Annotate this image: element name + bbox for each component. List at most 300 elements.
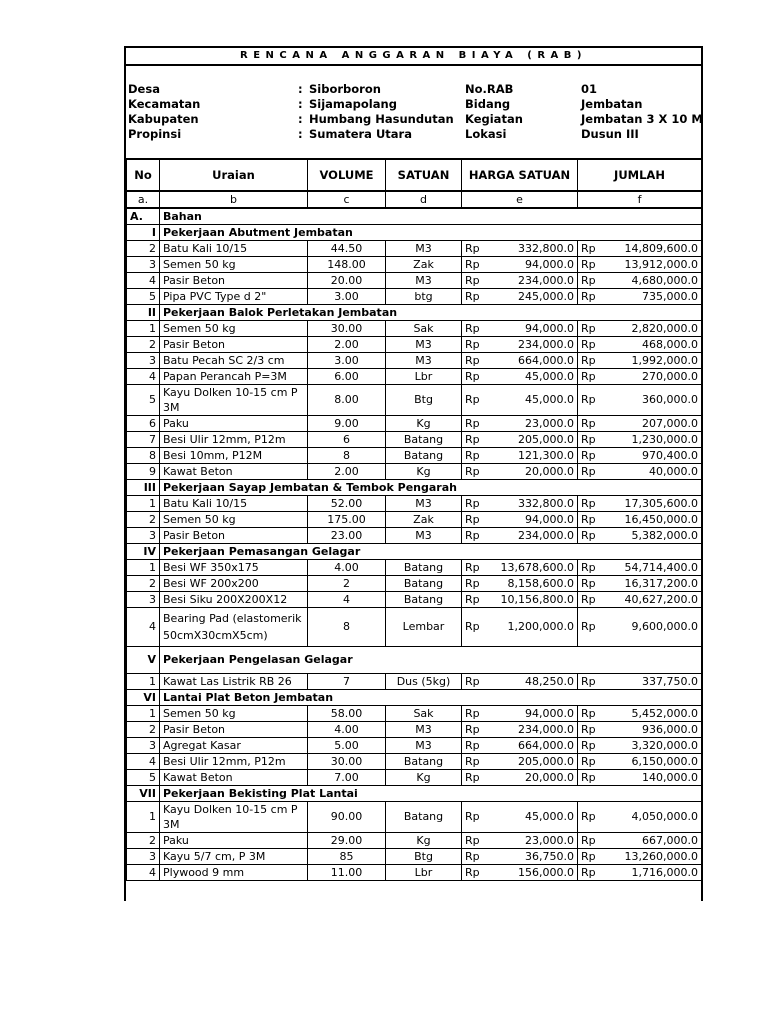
item-unit: Btg: [386, 849, 462, 865]
item-number: 1: [127, 706, 160, 722]
section-title: Pekerjaan Pengelasan Gelagar: [160, 647, 702, 674]
item-number: 5: [127, 385, 160, 416]
currency-label: Rp: [462, 241, 489, 257]
item-unit: Kg: [386, 770, 462, 786]
currency-label: Rp: [578, 257, 605, 273]
info-label: Kegiatan: [465, 112, 523, 126]
group-row: [127, 208, 702, 225]
header-jumlah: JUMLAH: [578, 159, 702, 192]
item-number: 7: [127, 432, 160, 448]
currency-label: Rp: [462, 576, 489, 592]
info-value: Jembatan: [581, 97, 643, 111]
item-unit: Lbr: [386, 369, 462, 385]
item-row: [127, 353, 702, 369]
item-unit-price: 8,158,600.0: [489, 576, 578, 592]
info-value: Humbang Hasundutan: [309, 112, 454, 126]
section-number: V: [127, 647, 160, 674]
section-number: VI: [127, 690, 160, 706]
item-number: 4: [127, 369, 160, 385]
item-description: Kawat Las Listrik RB 26: [160, 674, 308, 690]
item-volume: 44.50: [308, 241, 386, 257]
item-unit-price: 245,000.0: [489, 289, 578, 305]
item-unit-price: 234,000.0: [489, 528, 578, 544]
item-description: Batu Kali 10/15: [160, 496, 308, 512]
item-number: 4: [127, 754, 160, 770]
currency-label: Rp: [462, 496, 489, 512]
item-row: [127, 754, 702, 770]
section-row: [127, 480, 702, 496]
section-row: [127, 690, 702, 706]
colon: :: [298, 97, 303, 111]
section-title: Lantai Plat Beton Jembatan: [160, 690, 702, 706]
section-number: II: [127, 305, 160, 321]
section-number: III: [127, 480, 160, 496]
currency-label: Rp: [462, 257, 489, 273]
currency-label: Rp: [578, 722, 605, 738]
header-satuan: SATUAN: [386, 159, 462, 192]
currency-label: Rp: [578, 337, 605, 353]
item-row: [127, 448, 702, 464]
currency-label: Rp: [462, 833, 489, 849]
item-description: Besi Siku 200X200X12: [160, 592, 308, 608]
currency-label: Rp: [462, 754, 489, 770]
item-row: [127, 369, 702, 385]
item-unit-price: 94,000.0: [489, 257, 578, 273]
item-description: Paku: [160, 833, 308, 849]
item-volume: 90.00: [308, 802, 386, 833]
item-total: 40,627,200.0: [605, 592, 702, 608]
section-number: VII: [127, 786, 160, 802]
item-volume: 8.00: [308, 385, 386, 416]
item-volume: 6.00: [308, 369, 386, 385]
item-description: Pasir Beton: [160, 337, 308, 353]
item-volume: 8: [308, 448, 386, 464]
currency-label: Rp: [578, 416, 605, 432]
item-volume: 2.00: [308, 464, 386, 480]
currency-label: Rp: [578, 464, 605, 480]
item-row: [127, 608, 702, 647]
currency-label: Rp: [578, 576, 605, 592]
info-colons: [298, 82, 303, 142]
currency-label: Rp: [462, 865, 489, 881]
item-total: 936,000.0: [605, 722, 702, 738]
currency-label: Rp: [462, 289, 489, 305]
item-description: Besi WF 200x200: [160, 576, 308, 592]
currency-label: Rp: [578, 770, 605, 786]
currency-label: Rp: [578, 289, 605, 305]
item-unit-price: 156,000.0: [489, 865, 578, 881]
info-value: Siborboron: [309, 82, 381, 96]
item-volume: 3.00: [308, 289, 386, 305]
item-volume: 8: [308, 608, 386, 647]
item-total: 17,305,600.0: [605, 496, 702, 512]
info-right-values: [581, 82, 703, 142]
item-row: [127, 512, 702, 528]
currency-label: Rp: [578, 592, 605, 608]
section-row: [127, 225, 702, 241]
item-volume: 175.00: [308, 512, 386, 528]
section-row: [127, 544, 702, 560]
info-label: Kabupaten: [128, 112, 199, 126]
colon: :: [298, 112, 303, 126]
item-number: 6: [127, 416, 160, 432]
item-total: 270,000.0: [605, 369, 702, 385]
currency-label: Rp: [578, 432, 605, 448]
currency-label: Rp: [578, 754, 605, 770]
item-number: 3: [127, 849, 160, 865]
info-label: Desa: [128, 82, 160, 96]
item-row: [127, 385, 702, 416]
item-volume: 52.00: [308, 496, 386, 512]
section-number: I: [127, 225, 160, 241]
colon: :: [298, 82, 303, 96]
section-row: [127, 647, 702, 674]
item-unit: Batang: [386, 754, 462, 770]
item-total: 4,050,000.0: [605, 802, 702, 833]
item-total: 1,230,000.0: [605, 432, 702, 448]
section-title: Pekerjaan Balok Perletakan Jembatan: [160, 305, 702, 321]
currency-label: Rp: [578, 273, 605, 289]
section-row: [127, 786, 702, 802]
info-label: Lokasi: [465, 127, 507, 141]
item-description: Bearing Pad (elastomerik 50cmX30cmX5cm): [160, 608, 308, 647]
item-description: Pasir Beton: [160, 528, 308, 544]
item-row: [127, 592, 702, 608]
currency-label: Rp: [462, 722, 489, 738]
info-label: Kecamatan: [128, 97, 201, 111]
letter-no: a.: [127, 191, 160, 208]
section-title: Pekerjaan Bekisting Plat Lantai: [160, 786, 702, 802]
item-total: 13,260,000.0: [605, 849, 702, 865]
item-description: Batu Pecah SC 2/3 cm: [160, 353, 308, 369]
item-unit: Sak: [386, 706, 462, 722]
item-number: 1: [127, 674, 160, 690]
item-unit: M3: [386, 738, 462, 754]
item-unit-price: 94,000.0: [489, 706, 578, 722]
item-description: Pipa PVC Type d 2": [160, 289, 308, 305]
item-unit-price: 23,000.0: [489, 833, 578, 849]
currency-label: Rp: [462, 273, 489, 289]
letter-uraian: b: [160, 191, 308, 208]
item-unit: Kg: [386, 464, 462, 480]
info-value: Sijamapolang: [309, 97, 397, 111]
letter-harga: e: [462, 191, 578, 208]
section-row: [127, 305, 702, 321]
item-unit: Sak: [386, 321, 462, 337]
item-number: 4: [127, 865, 160, 881]
item-total: 5,382,000.0: [605, 528, 702, 544]
section-number: IV: [127, 544, 160, 560]
currency-label: Rp: [578, 560, 605, 576]
currency-label: Rp: [578, 512, 605, 528]
item-volume: 4.00: [308, 560, 386, 576]
currency-label: Rp: [578, 674, 605, 690]
item-unit: M3: [386, 528, 462, 544]
currency-label: Rp: [462, 369, 489, 385]
item-description: Pasir Beton: [160, 273, 308, 289]
item-number: 2: [127, 576, 160, 592]
section-title: Pekerjaan Sayap Jembatan & Tembok Pengarah: [160, 480, 702, 496]
item-unit-price: 234,000.0: [489, 722, 578, 738]
item-description: Agregat Kasar: [160, 738, 308, 754]
item-description: Kayu Dolken 10-15 cm P 3M: [160, 802, 308, 833]
item-description: Kawat Beton: [160, 770, 308, 786]
item-row: [127, 674, 702, 690]
currency-label: Rp: [462, 512, 489, 528]
letter-row: [127, 191, 702, 208]
info-right-labels: [465, 82, 523, 142]
item-unit-price: 234,000.0: [489, 273, 578, 289]
rab-sheet: [124, 46, 703, 901]
group-no: A.: [127, 208, 160, 225]
item-description: Paku: [160, 416, 308, 432]
item-unit: M3: [386, 722, 462, 738]
header-uraian: Uraian: [160, 159, 308, 192]
currency-label: Rp: [462, 592, 489, 608]
item-total: 9,600,000.0: [605, 608, 702, 647]
item-unit: M3: [386, 353, 462, 369]
item-number: 2: [127, 833, 160, 849]
item-unit: Batang: [386, 576, 462, 592]
document-title: RENCANA ANGGARAN BIAYA (RAB): [126, 48, 701, 66]
item-total: 14,809,600.0: [605, 241, 702, 257]
item-total: 735,000.0: [605, 289, 702, 305]
item-description: Kayu Dolken 10-15 cm P 3M: [160, 385, 308, 416]
currency-label: Rp: [462, 849, 489, 865]
item-unit-price: 234,000.0: [489, 337, 578, 353]
item-row: [127, 496, 702, 512]
item-unit-price: 332,800.0: [489, 496, 578, 512]
item-total: 970,400.0: [605, 448, 702, 464]
item-volume: 2: [308, 576, 386, 592]
info-value: Sumatera Utara: [309, 127, 412, 141]
letter-volume: c: [308, 191, 386, 208]
item-total: 13,912,000.0: [605, 257, 702, 273]
item-row: [127, 432, 702, 448]
item-row: [127, 738, 702, 754]
item-description: Besi Ulir 12mm, P12m: [160, 432, 308, 448]
item-description: Papan Perancah P=3M: [160, 369, 308, 385]
item-number: 1: [127, 496, 160, 512]
currency-label: Rp: [462, 770, 489, 786]
item-volume: 85: [308, 849, 386, 865]
currency-label: Rp: [462, 321, 489, 337]
item-number: 4: [127, 273, 160, 289]
item-number: 2: [127, 241, 160, 257]
item-row: [127, 464, 702, 480]
item-description: Pasir Beton: [160, 722, 308, 738]
item-description: Besi 10mm, P12M: [160, 448, 308, 464]
item-total: 40,000.0: [605, 464, 702, 480]
item-unit: M3: [386, 496, 462, 512]
item-volume: 58.00: [308, 706, 386, 722]
item-unit-price: 10,156,800.0: [489, 592, 578, 608]
item-unit-price: 45,000.0: [489, 802, 578, 833]
item-unit-price: 23,000.0: [489, 416, 578, 432]
item-unit-price: 20,000.0: [489, 464, 578, 480]
item-volume: 7.00: [308, 770, 386, 786]
item-volume: 23.00: [308, 528, 386, 544]
item-unit: Batang: [386, 432, 462, 448]
info-left-values: [309, 82, 454, 142]
info-label: No.RAB: [465, 82, 514, 96]
item-description: Semen 50 kg: [160, 512, 308, 528]
info-value: Jembatan 3 X 10 M: [581, 112, 703, 126]
item-number: 1: [127, 321, 160, 337]
currency-label: Rp: [462, 738, 489, 754]
currency-label: Rp: [578, 608, 605, 647]
item-number: 4: [127, 608, 160, 647]
item-unit-price: 36,750.0: [489, 849, 578, 865]
item-row: [127, 528, 702, 544]
currency-label: Rp: [578, 738, 605, 754]
item-description: Semen 50 kg: [160, 321, 308, 337]
item-unit: M3: [386, 337, 462, 353]
item-row: [127, 289, 702, 305]
item-unit: Lembar: [386, 608, 462, 647]
currency-label: Rp: [578, 369, 605, 385]
item-description: Batu Kali 10/15: [160, 241, 308, 257]
currency-label: Rp: [462, 560, 489, 576]
header-row: [127, 159, 702, 192]
item-volume: 4.00: [308, 722, 386, 738]
item-number: 2: [127, 337, 160, 353]
item-row: [127, 273, 702, 289]
group-label: Bahan: [160, 208, 702, 225]
item-unit-price: 94,000.0: [489, 321, 578, 337]
currency-label: Rp: [462, 528, 489, 544]
item-volume: 9.00: [308, 416, 386, 432]
item-unit-price: 13,678,600.0: [489, 560, 578, 576]
item-row: [127, 722, 702, 738]
item-number: 1: [127, 560, 160, 576]
item-total: 337,750.0: [605, 674, 702, 690]
currency-label: Rp: [578, 496, 605, 512]
item-total: 4,680,000.0: [605, 273, 702, 289]
item-total: 54,714,400.0: [605, 560, 702, 576]
item-volume: 29.00: [308, 833, 386, 849]
item-volume: 11.00: [308, 865, 386, 881]
rab-table: [126, 158, 702, 881]
item-description: Kawat Beton: [160, 464, 308, 480]
item-unit: Dus (5kg): [386, 674, 462, 690]
header-no: No: [127, 159, 160, 192]
item-total: 140,000.0: [605, 770, 702, 786]
item-unit-price: 94,000.0: [489, 512, 578, 528]
item-row: [127, 833, 702, 849]
info-label: Propinsi: [128, 127, 182, 141]
item-volume: 6: [308, 432, 386, 448]
currency-label: Rp: [462, 802, 489, 833]
item-total: 2,820,000.0: [605, 321, 702, 337]
item-number: 3: [127, 353, 160, 369]
letter-jumlah: f: [578, 191, 702, 208]
item-row: [127, 576, 702, 592]
colon: :: [298, 127, 303, 141]
item-unit-price: 664,000.0: [489, 353, 578, 369]
item-unit: Batang: [386, 592, 462, 608]
item-volume: 30.00: [308, 754, 386, 770]
item-volume: 2.00: [308, 337, 386, 353]
item-unit: Btg: [386, 385, 462, 416]
item-unit: Batang: [386, 448, 462, 464]
item-total: 5,452,000.0: [605, 706, 702, 722]
item-unit-price: 121,300.0: [489, 448, 578, 464]
section-title: Pekerjaan Pemasangan Gelagar: [160, 544, 702, 560]
item-unit-price: 48,250.0: [489, 674, 578, 690]
item-unit: Lbr: [386, 865, 462, 881]
item-description: Besi Ulir 12mm, P12m: [160, 754, 308, 770]
item-volume: 30.00: [308, 321, 386, 337]
currency-label: Rp: [462, 674, 489, 690]
currency-label: Rp: [578, 849, 605, 865]
currency-label: Rp: [578, 706, 605, 722]
item-total: 16,450,000.0: [605, 512, 702, 528]
item-number: 3: [127, 257, 160, 273]
currency-label: Rp: [462, 706, 489, 722]
item-description: Besi WF 350x175: [160, 560, 308, 576]
currency-label: Rp: [462, 464, 489, 480]
item-row: [127, 241, 702, 257]
item-volume: 20.00: [308, 273, 386, 289]
item-number: 3: [127, 738, 160, 754]
item-description: Kayu 5/7 cm, P 3M: [160, 849, 308, 865]
item-number: 3: [127, 592, 160, 608]
table-body: [127, 159, 702, 881]
item-row: [127, 416, 702, 432]
currency-label: Rp: [578, 353, 605, 369]
item-unit-price: 1,200,000.0: [489, 608, 578, 647]
item-volume: 4: [308, 592, 386, 608]
info-block: [126, 66, 701, 160]
item-total: 1,992,000.0: [605, 353, 702, 369]
item-total: 1,716,000.0: [605, 865, 702, 881]
item-number: 1: [127, 802, 160, 833]
item-volume: 3.00: [308, 353, 386, 369]
currency-label: Rp: [578, 865, 605, 881]
item-unit-price: 45,000.0: [489, 385, 578, 416]
currency-label: Rp: [462, 608, 489, 647]
item-row: [127, 770, 702, 786]
item-total: 6,150,000.0: [605, 754, 702, 770]
item-unit-price: 205,000.0: [489, 432, 578, 448]
currency-label: Rp: [462, 416, 489, 432]
item-row: [127, 321, 702, 337]
item-total: 3,320,000.0: [605, 738, 702, 754]
currency-label: Rp: [578, 802, 605, 833]
item-unit: Kg: [386, 833, 462, 849]
header-harga-satuan: HARGA SATUAN: [462, 159, 578, 192]
item-row: [127, 706, 702, 722]
item-description: Semen 50 kg: [160, 706, 308, 722]
item-row: [127, 849, 702, 865]
item-total: 667,000.0: [605, 833, 702, 849]
currency-label: Rp: [578, 241, 605, 257]
currency-label: Rp: [462, 353, 489, 369]
item-row: [127, 802, 702, 833]
item-unit: Zak: [386, 512, 462, 528]
currency-label: Rp: [462, 385, 489, 416]
currency-label: Rp: [578, 385, 605, 416]
letter-satuan: d: [386, 191, 462, 208]
item-unit: Batang: [386, 560, 462, 576]
item-row: [127, 337, 702, 353]
item-unit: Kg: [386, 416, 462, 432]
item-total: 207,000.0: [605, 416, 702, 432]
item-unit: M3: [386, 273, 462, 289]
item-unit-price: 664,000.0: [489, 738, 578, 754]
item-unit-price: 332,800.0: [489, 241, 578, 257]
